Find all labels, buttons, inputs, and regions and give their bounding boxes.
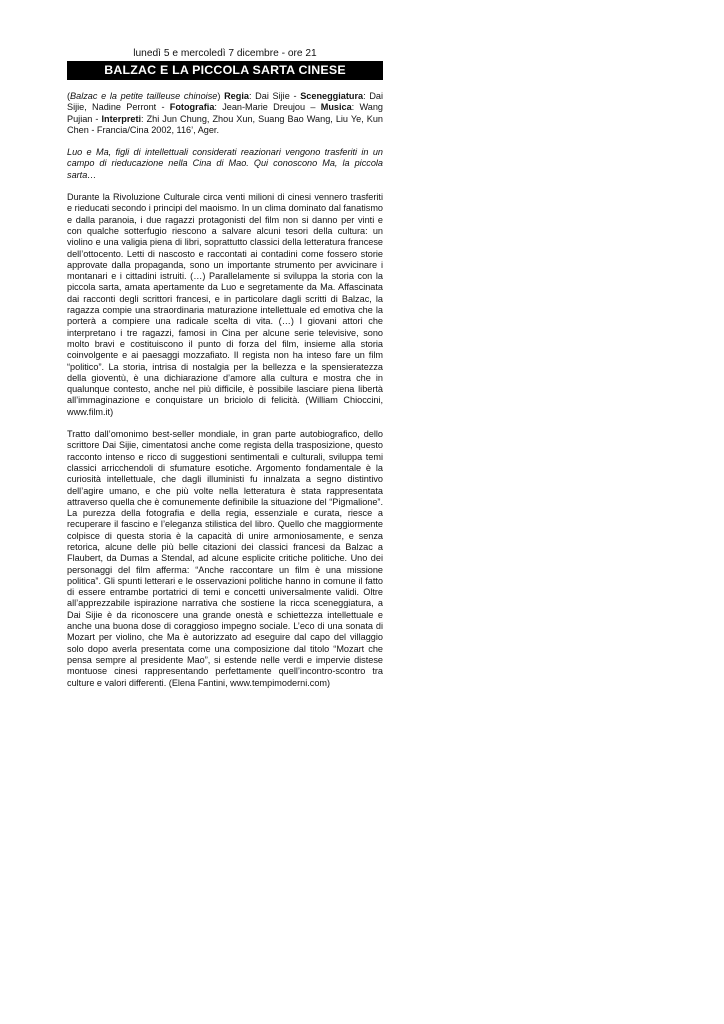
original-title: Balzac e la petite tailleuse chinoise [70,91,218,101]
fotografia-label: Fotografia [169,102,215,113]
film-title-banner: BALZAC E LA PICCOLA SARTA CINESE [67,61,383,80]
screening-dates: lunedì 5 e mercoledì 7 dicembre - ore 21 [133,48,317,59]
musica-value: : Wang Pujian - [67,102,383,124]
sceneggiatura-value: : Dai Sijie, Nadine Perront - [67,91,384,113]
document-column [67,0,383,689]
credits-open-paren: ( [67,91,71,101]
synopsis-paragraph: Luo e Ma, figli di intellettuali considerati reazionari vengono trasferiti in un campo di rieducazione nella Cina di Mao. Qui conoscono Ma, la piccola sarta… [67,147,383,180]
musica-label: Musica [320,102,352,113]
regia-value: : Dai Sijie - [248,91,301,101]
fotografia-value: : Jean-Marie Dreujou – [214,102,321,113]
interpreti-label: Interpreti [101,113,142,124]
film-credits [67,91,383,136]
review-paragraph-fantini: Tratto dall’omonimo best-seller mondiale, in gran parte autobiografico, dello scrittore Dai Sijie, cimentatosi anche come regista della trasposizione, questo racconto intenso e ricco di suggestioni sentimentali e culturali, sviluppa temi classici arricchendoli di sfumature esotiche. Argomento fondamentale è la curiosità intellettuale, che dagli illuministi fu innalzata a segno distintivo dell’agire umano, e che più volte nella letteratura è stata rappresentata attraverso quella che è comunemente definibile la situazione del “Pigmalione”. La purezza della fotografia e della regia, essenziale e curata, riesce a recuperare il fascino e l’eleganza stilistica del libro. Quello che maggiormente colpisce di questa storia è la capacità di unire armoniosamente, e senza retorica, alcune delle più belle citazioni dei classici francesi da Balzac a Flaubert, da Dumas a Stendal, ad alcune esplicite critiche politiche. Uno dei personaggi del film afferma: “Anche raccontare un film è una missione politica”. Gli spunti letterari e le osservazioni politiche hanno in comune il fatto di essere entrambe portatrici di temi e concetti universalmente validi. Oltre all’apprezzabile ispirazione narrativa che sostiene la ricca sceneggiatura, a Dai Sijie è da riconoscere una grande onestà e schiettezza intellettuale e anche una buona dose di coraggioso impegno sociale. L’eco di una sonata di Mozart per violino, che Ma è autorizzato ad eseguire dal capo del villaggio solo dopo averla presentata come una composizione dal titolo “Mozart che pensa sempre al presidente Mao”, si estende nelle verdi e impervie distese montuose cinesi rappresentando perfettamente quell’incontro-scontro tra culture e valori differenti. (Elena Fantini, www.tempimoderni.com) [67,429,383,688]
sceneggiatura-label: Sceneggiatura [300,91,364,101]
interpreti-value: : Zhi Jun Chung, Zhou Xun, Suang Bao Wang, Liu Ye, Kun Chen - Francia/Cina 2002, 116’, Ager. [67,113,383,135]
review-paragraph-chioccini: Durante la Rivoluzione Culturale circa venti milioni di cinesi vennero trasferiti e rieducati secondo i principi del maoismo. In un clima dominato dal fanatismo e dalla paranoia, i due ragazzi protagonisti del film non si danno per vinti e con qualche sotterfugio riescono a salvare alcuni tesori della cultura: un violino e una valigia piena di libri, soprattutto classici della letteratura francese dell’ottocento. Letti di nascosto e raccontati ai contadini come fossero storie approvate dalla propaganda, sono un importante strumento per avvicinare i montanari e i cittadini istruiti. (…) Parallelamente si sviluppa la storia con la piccola sarta, amata apertamente da Luo e segretamente da Ma. Affascinata dai racconti degli scrittori francesi, e in particolare dagli scritti di Balzac, la ragazza compie una straordinaria maturazione intellettuale ed emotiva che la porterà a compiere una radicale scelta di vita. (…) I giovani attori che interpretano i tre ragazzi, famosi in Cina per alcune serie televisive, sono molto bravi e costituiscono il punto di forza del film, insieme alla storia coinvolgente e ai paesaggi mozzafiato. Il regista non ha inteso fare un film “politico”. La storia, intrisa di nostalgia per la bellezza e la spensieratezza della gioventù, è una dichiarazione d’amore alla cultura e mostra che in qualunque contesto, anche nel più difficile, è possibile lasciare piena libertà all’immaginazione e conquistare un briciolo di felicità. (William Chioccini, www.film.it) [67,192,383,417]
regia-label: Regia [224,91,249,101]
credits-close-paren: ) [217,91,225,101]
